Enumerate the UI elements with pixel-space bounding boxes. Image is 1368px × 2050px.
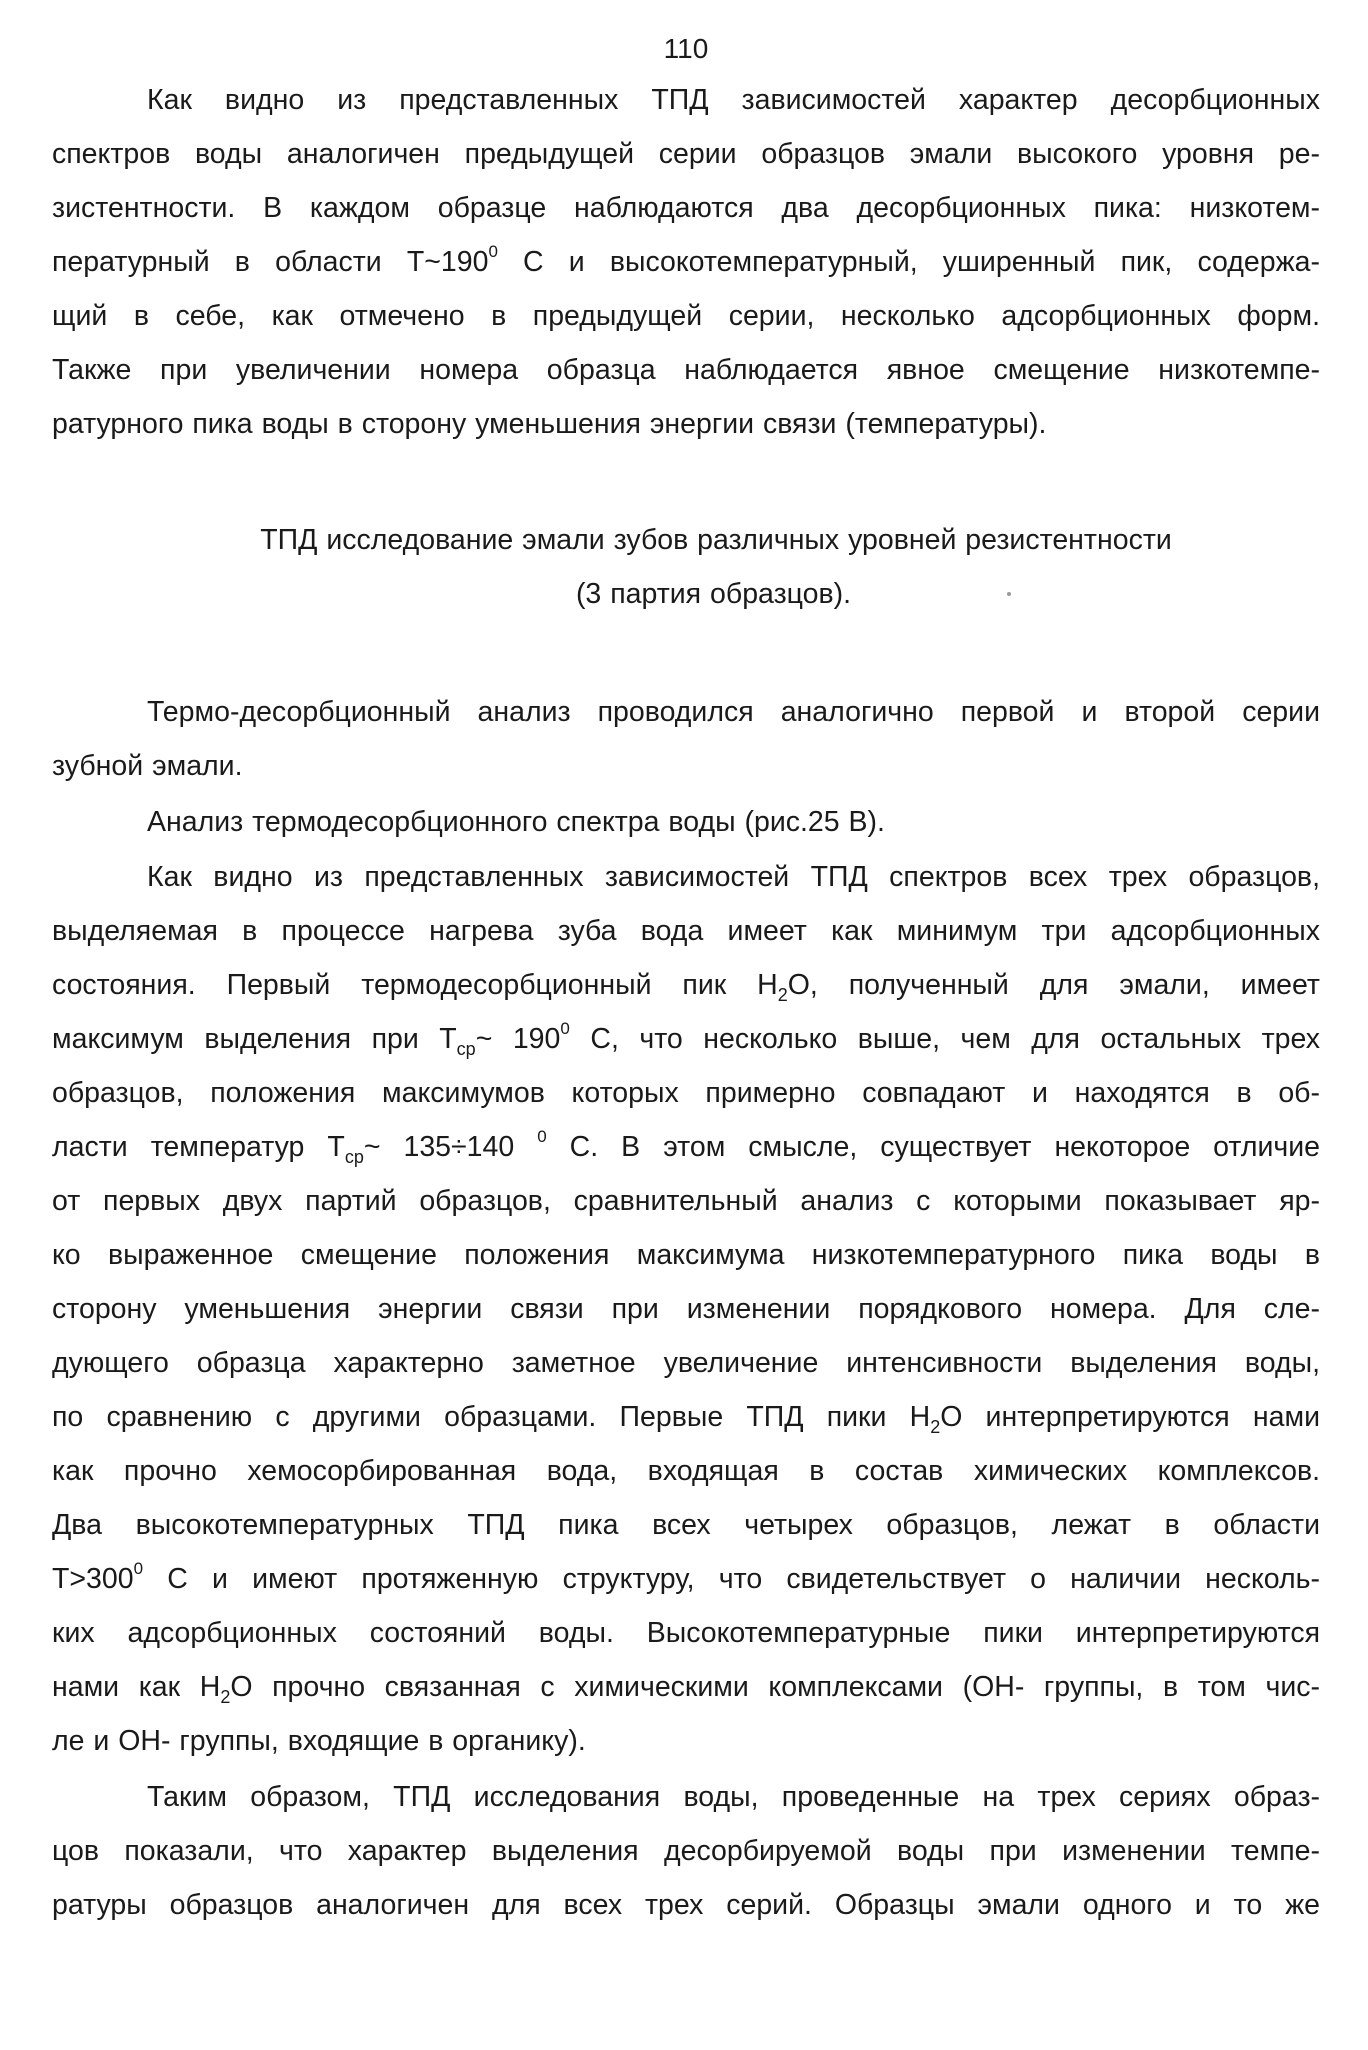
section-heading [52,513,1320,621]
text-line: сторону уменьшения энергии связи при изменении порядкового номера. Для сле- [52,1293,1320,1325]
heading-line: ТПД исследование эмали зубов различных уровней резистентности [260,524,1172,556]
text-line: Также при увеличении номера образца наблюдается явное смещение низкотемпе- [52,354,1320,386]
text-line: ко выраженное смещение положения максимума низкотемпературного пика воды в [52,1239,1320,1271]
text-line: Анализ термодесорбционного спектра воды (рис.25 В). [147,806,885,838]
text-line: $Т>300^0$ С и имеют протяженную структуру, что свидетельствует о наличии несколь- [52,1559,1320,1595]
text-line: пературный в области $Т\sim 190^0$ С и высокотемпературный, уширенный пик, содержа- [52,242,1320,278]
text-line: Как видно из представленных зависимостей ТПД спектров всех трех образцов, [147,861,1320,893]
text-line: Таким образом, ТПД исследования воды, проведенные на трех сериях образ- [147,1781,1320,1813]
text-line: зистентности. В каждом образце наблюдаются два десорбционных пика: низкотем- [52,192,1320,224]
text-line: как прочно хемосорбированная вода, входящая в состав химических комплексов. [52,1455,1320,1487]
scan-speck [1007,592,1011,596]
text-line: ких адсорбционных состояний воды. Высокотемпературные пики интерпретируются [52,1617,1320,1649]
text-line: Два высокотемпературных ТПД пика всех четырех образцов, лежат в области [52,1509,1320,1541]
paragraph-5 [52,1770,1320,1932]
text-line: ласти температур $Т_{ср}\sim$ 135÷140 $^0$ С. В этом смысле, существует некоторое отличие [52,1127,1321,1167]
text-line: спектров воды аналогичен предыдущей серии образцов эмали высокого уровня ре- [52,138,1320,170]
paragraph-1 [52,73,1320,451]
paragraph-4 [52,850,1320,1768]
paragraph-3 [52,795,1320,849]
text-line: Как видно из представленных ТПД зависимостей характер десорбционных [147,84,1320,116]
document-page [52,0,1320,2050]
text-line: ратурного пика воды в сторону уменьшения энергии связи (температуры). [52,408,1047,440]
text-line: максимум выделения при $Т_{ср}\sim$ $190^0$ С, что несколько выше, чем для остальных трех [52,1019,1320,1059]
text-line: состояния. Первый термодесорбционный пик $H_2O$, полученный для эмали, имеет [52,969,1320,1005]
text-line: щий в себе, как отмечено в предыдущей серии, несколько адсорбционных форм. [52,300,1320,332]
text-line: зубной эмали. [52,750,243,782]
text-line: от первых двух партий образцов, сравнительный анализ с которыми показывает яр- [52,1185,1320,1217]
text-line: ратуры образцов аналогичен для всех трех серий. Образцы эмали одного и то же [52,1889,1320,1921]
paragraph-2 [52,685,1320,793]
text-line: образцов, положения максимумов которых примерно совпадают и находятся в об- [52,1077,1320,1109]
text-line: выделяемая в процессе нагрева зуба вода имеет как минимум три адсорбционных [52,915,1320,947]
heading-line: (3 партия образцов). [575,578,852,610]
page-number: 110 [663,33,709,64]
text-line: по сравнению с другими образцами. Первые ТПД пики $H_2O$ интерпретируются нами [52,1401,1320,1437]
text-line: Термо-десорбционный анализ проводился аналогично первой и второй серии [147,696,1320,728]
text-line: цов показали, что характер выделения десорбируемой воды при изменении темпе- [52,1835,1320,1867]
text-line: нами как $H_2O$ прочно связанная с химическими комплексами (ОН- группы, в том чис- [52,1671,1320,1707]
text-line: ле и ОН- группы, входящие в органику). [52,1725,586,1757]
text-line: дующего образца характерно заметное увеличение интенсивности выделения воды, [52,1347,1320,1379]
